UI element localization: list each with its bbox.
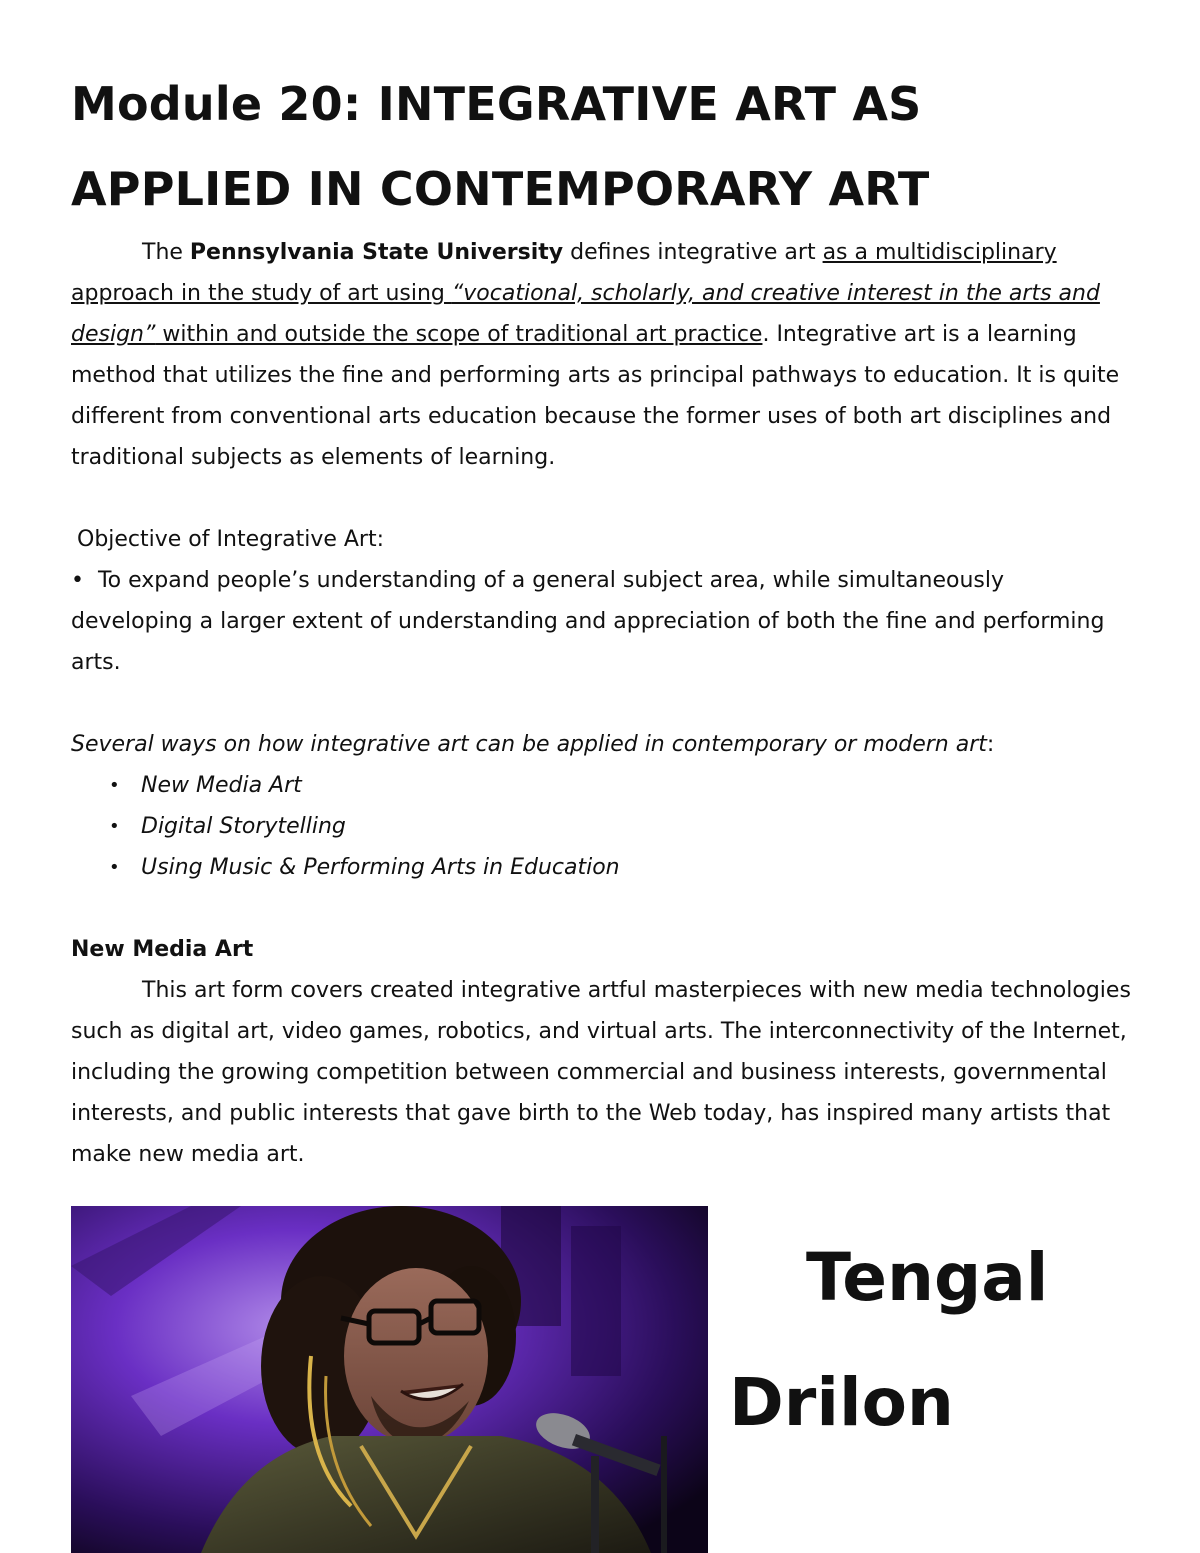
section-heading: New Media Art	[71, 937, 254, 962]
intro-definition-end: within and outside the scope of traditional art practice	[155, 322, 763, 347]
objective-text: To expand people’s understanding of a general subject area, while simultaneously developing a larger extent of understanding and appreciation of both the fine and performing arts.	[71, 568, 1105, 675]
artist-last-name: Drilon	[729, 1364, 954, 1441]
title-line-2: APPLIED IN CONTEMPORARY ART	[71, 162, 930, 216]
spacer	[71, 478, 1131, 519]
objective-label: Objective of Integrative Art:	[77, 527, 385, 552]
ways-intro-text: Several ways on how integrative art can be applied in contemporary or modern art	[71, 732, 987, 757]
list-item	[71, 806, 1131, 847]
intro-definition-start: as a multidisciplinary approach in the study of art using	[71, 240, 1057, 306]
bullet-icon: •	[109, 857, 120, 878]
intro-text-3: . Integrative art is a learning method that utilizes the fine and performing arts as principal pathways to education. It is quite different from conventional arts education because the former uses of both art disciplines and traditional subjects as elements of learning.	[71, 322, 1120, 470]
intro-text-2: defines integrative art	[563, 240, 823, 265]
artist-photo-illustration	[71, 1206, 708, 1553]
bullet-icon: •	[71, 568, 84, 593]
new-media-paragraph: This art form covers created integrative artful masterpieces with new media technologies such as digital art, video games, robotics, and virtual arts. The interconnectivity of the Internet, including the growing competition between commercial and business interests, governmental interests, and public interests that gave birth to the Web today, has inspired many artists that make new media art.	[71, 978, 1131, 1167]
ways-intro-colon: :	[986, 732, 995, 757]
objective-item	[71, 560, 1131, 683]
title-line-1: Module 20: INTEGRATIVE ART AS	[71, 77, 922, 131]
list-item	[71, 765, 1131, 806]
list-item-text: Using Music & Performing Arts in Education	[141, 855, 620, 880]
list-item	[71, 847, 1131, 888]
bullet-icon: •	[109, 816, 120, 837]
spacer	[71, 683, 1131, 724]
ways-list	[71, 765, 1131, 888]
spacer	[71, 888, 1131, 929]
intro-organization: Pennsylvania State University	[189, 240, 564, 265]
ways-intro	[71, 724, 1131, 765]
intro-quote: “vocational, scholarly, and creative interest in the arts and design”	[71, 281, 1100, 347]
artist-photo	[71, 1206, 708, 1553]
intro-paragraph	[71, 232, 1131, 478]
list-item-text: New Media Art	[141, 773, 302, 798]
list-item-text: Digital Storytelling	[141, 814, 346, 839]
intro-text-1: The	[142, 240, 190, 265]
bullet-icon: •	[109, 775, 120, 796]
module-title	[71, 62, 1131, 232]
document-page	[71, 62, 1131, 1175]
artist-first-name: Tengal	[806, 1239, 1049, 1316]
